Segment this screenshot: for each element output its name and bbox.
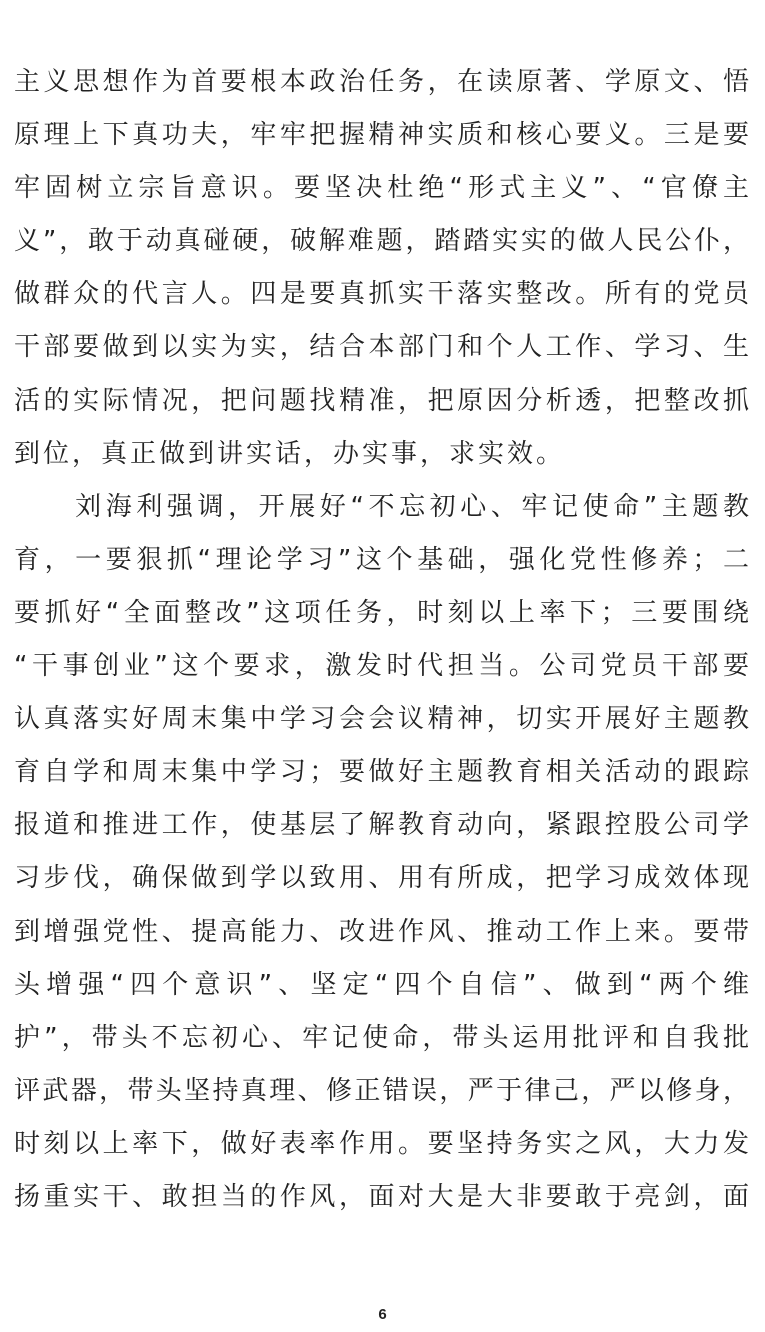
text-line: 原理上下真功夫，牢牢把握精神实质和核心要义。三是要 bbox=[14, 120, 749, 151]
text-line: 报道和推进工作，使基层了解教育动向，紧跟控股公司学 bbox=[14, 810, 749, 841]
text-line: 活的实际情况，把问题找精准，把原因分析透，把整改抓 bbox=[14, 385, 749, 416]
text-line: 时刻以上率下，做好表率作用。要坚持务实之风，大力发 bbox=[14, 1128, 749, 1159]
body-text bbox=[14, 56, 749, 1224]
text-line: 认真落实好周末集中学习会会议精神，切实开展好主题教 bbox=[14, 704, 749, 735]
text-line: 护”，带头不忘初心、牢记使命，带头运用批评和自我批 bbox=[14, 1022, 749, 1053]
text-line: “干事创业”这个要求，激发时代担当。公司党员干部要 bbox=[14, 651, 749, 682]
text-line: 干部要做到以实为实，结合本部门和个人工作、学习、生 bbox=[14, 332, 749, 363]
text-line: 扬重实干、敢担当的作风，面对大是大非要敢于亮剑，面 bbox=[14, 1181, 749, 1212]
page-number: 6 bbox=[378, 1306, 387, 1323]
text-line: 牢固树立宗旨意识。要坚决杜绝“形式主义”、“官僚主 bbox=[14, 173, 749, 204]
text-line: 育自学和周末集中学习；要做好主题教育相关活动的跟踪 bbox=[14, 757, 749, 788]
text-line: 义”，敢于动真碰硬，破解难题，踏踏实实的做人民公仆， bbox=[14, 226, 749, 257]
text-line: 做群众的代言人。四是要真抓实干落实整改。所有的党员 bbox=[14, 279, 749, 310]
text-line: 头增强“四个意识”、坚定“四个自信”、做到“两个维 bbox=[14, 969, 749, 1000]
text-line: 育，一要狠抓“理论学习”这个基础，强化党性修养；二 bbox=[14, 544, 749, 575]
text-line: 刘海利强调，开展好“不忘初心、牢记使命”主题教 bbox=[14, 491, 749, 522]
paragraph bbox=[14, 56, 749, 481]
text-line: 评武器，带头坚持真理、修正错误，严于律己，严以修身， bbox=[14, 1075, 749, 1106]
text-line: 主义思想作为首要根本政治任务，在读原著、学原文、悟 bbox=[14, 67, 749, 97]
text-line: 到增强党性、提高能力、改进作风、推动工作上来。要带 bbox=[14, 916, 749, 947]
text-line: 习步伐，确保做到学以致用、用有所成，把学习成效体现 bbox=[14, 863, 749, 894]
text-line: 到位，真正做到讲实话，办实事，求实效。 bbox=[14, 438, 566, 469]
paragraph bbox=[14, 481, 749, 1224]
text-line: 要抓好“全面整改”这项任务，时刻以上率下；三要围绕 bbox=[14, 597, 749, 628]
